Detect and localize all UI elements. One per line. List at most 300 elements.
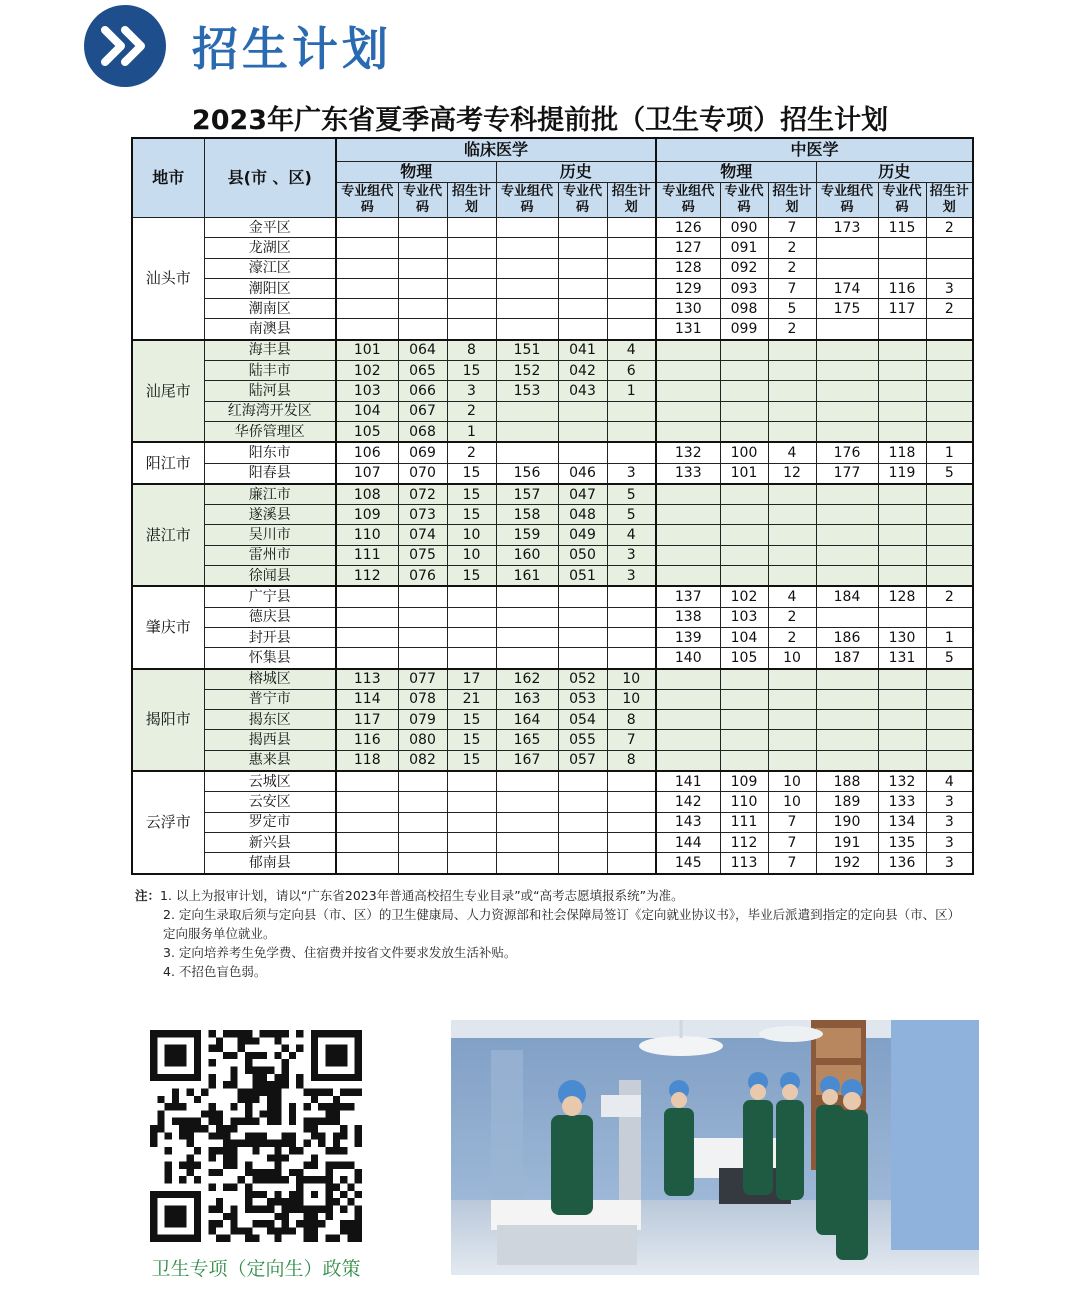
table-row [132, 812, 973, 832]
value-cell [656, 730, 720, 750]
value-cell [398, 792, 447, 812]
value-cell [447, 607, 496, 627]
value-cell: 082 [398, 750, 447, 771]
value-cell [558, 238, 607, 258]
value-cell [768, 750, 816, 771]
county-cell: 吴川市 [204, 525, 336, 545]
value-cell: 151 [496, 340, 558, 361]
value-cell: 055 [558, 730, 607, 750]
county-cell: 封开县 [204, 627, 336, 647]
county-cell: 雷州市 [204, 545, 336, 565]
value-cell: 136 [878, 853, 926, 874]
value-cell [878, 381, 926, 401]
value-cell [816, 689, 878, 709]
value-cell [496, 648, 558, 669]
county-cell: 新兴县 [204, 832, 336, 852]
value-cell [816, 401, 878, 421]
value-cell: 10 [768, 648, 816, 669]
notes-label: 注： [135, 888, 161, 903]
value-cell [656, 421, 720, 442]
value-cell: 3 [447, 381, 496, 401]
value-cell [720, 401, 768, 421]
value-cell [720, 750, 768, 771]
value-cell: 156 [496, 463, 558, 484]
value-cell: 2 [768, 319, 816, 340]
county-cell: 濠江区 [204, 258, 336, 278]
table-body [132, 218, 973, 874]
value-cell: 092 [720, 258, 768, 278]
value-cell [607, 401, 656, 421]
value-cell [496, 832, 558, 852]
value-cell [336, 238, 398, 258]
value-cell: 187 [816, 648, 878, 669]
value-cell [720, 361, 768, 381]
value-cell: 163 [496, 689, 558, 709]
value-cell: 7 [768, 853, 816, 874]
value-cell: 8 [607, 710, 656, 730]
value-cell [336, 853, 398, 874]
section-title: 招生计划 [192, 22, 392, 76]
value-cell: 050 [558, 545, 607, 565]
value-cell [398, 627, 447, 647]
value-cell: 118 [336, 750, 398, 771]
value-cell [816, 361, 878, 381]
value-cell: 160 [496, 545, 558, 565]
county-cell: 南澳县 [204, 319, 336, 340]
value-cell [926, 421, 973, 442]
value-cell: 113 [720, 853, 768, 874]
value-cell: 175 [816, 299, 878, 319]
value-cell: 3 [926, 278, 973, 298]
table-row [132, 463, 973, 484]
value-cell [926, 401, 973, 421]
value-cell [398, 812, 447, 832]
value-cell [878, 258, 926, 278]
table-title: 2023年广东省夏季高考专科提前批（卫生专项）招生计划 [191, 105, 889, 136]
value-cell: 057 [558, 750, 607, 771]
value-cell [926, 505, 973, 525]
value-cell: 12 [768, 463, 816, 484]
value-cell [496, 812, 558, 832]
value-cell: 10 [768, 771, 816, 792]
header-major-code: 专业代码 [720, 183, 768, 218]
operating-room-illustration [451, 1020, 979, 1275]
value-cell: 131 [878, 648, 926, 669]
value-cell [878, 421, 926, 442]
value-cell [816, 525, 878, 545]
qr-code-image [150, 1030, 362, 1242]
value-cell [926, 381, 973, 401]
value-cell [496, 853, 558, 874]
value-cell [926, 669, 973, 690]
double-chevron-icon [84, 5, 166, 87]
value-cell [656, 381, 720, 401]
value-cell: 078 [398, 689, 447, 709]
county-cell: 徐闻县 [204, 566, 336, 587]
county-cell: 潮阳区 [204, 278, 336, 298]
header-major-code: 专业代码 [558, 183, 607, 218]
header-tcm-history: 历史 [816, 162, 973, 183]
value-cell [768, 689, 816, 709]
value-cell [926, 689, 973, 709]
value-cell: 4 [768, 586, 816, 607]
value-cell: 5 [926, 648, 973, 669]
value-cell [558, 442, 607, 463]
value-cell: 159 [496, 525, 558, 545]
value-cell [496, 299, 558, 319]
value-cell: 10 [607, 689, 656, 709]
value-cell: 091 [720, 238, 768, 258]
value-cell [926, 258, 973, 278]
value-cell [336, 278, 398, 298]
value-cell [447, 278, 496, 298]
value-cell [496, 607, 558, 627]
value-cell: 101 [336, 340, 398, 361]
note-1: 注：1. 以上为报审计划，请以“广东省2023年普通高校招生专业目录”或“高考志愿填报系统”为准。 [135, 888, 684, 903]
value-cell: 128 [878, 586, 926, 607]
value-cell: 3 [926, 832, 973, 852]
value-cell [398, 278, 447, 298]
value-cell: 070 [398, 463, 447, 484]
value-cell: 072 [398, 484, 447, 505]
value-cell [720, 340, 768, 361]
value-cell [398, 218, 447, 238]
value-cell: 132 [878, 771, 926, 792]
county-cell: 龙湖区 [204, 238, 336, 258]
county-cell: 阳东市 [204, 442, 336, 463]
value-cell: 119 [878, 463, 926, 484]
value-cell [816, 607, 878, 627]
value-cell [398, 238, 447, 258]
value-cell: 100 [720, 442, 768, 463]
value-cell [558, 299, 607, 319]
value-cell [816, 421, 878, 442]
value-cell [336, 299, 398, 319]
table-row [132, 586, 973, 607]
value-cell: 5 [607, 484, 656, 505]
value-cell [558, 278, 607, 298]
value-cell: 143 [656, 812, 720, 832]
value-cell [336, 319, 398, 340]
value-cell: 145 [656, 853, 720, 874]
value-cell [336, 586, 398, 607]
value-cell: 090 [720, 218, 768, 238]
value-cell: 113 [336, 669, 398, 690]
value-cell: 2 [447, 442, 496, 463]
value-cell [720, 566, 768, 587]
value-cell: 161 [496, 566, 558, 587]
section-header [84, 4, 392, 88]
note-4: 4. 不招色盲色弱。 [163, 964, 267, 979]
value-cell: 3 [607, 545, 656, 565]
value-cell: 8 [607, 750, 656, 771]
county-cell: 怀集县 [204, 648, 336, 669]
value-cell [768, 361, 816, 381]
value-cell: 117 [336, 710, 398, 730]
value-cell: 101 [720, 463, 768, 484]
value-cell [447, 586, 496, 607]
value-cell: 075 [398, 545, 447, 565]
value-cell [398, 832, 447, 852]
value-cell [496, 258, 558, 278]
value-cell: 131 [656, 319, 720, 340]
value-cell: 104 [336, 401, 398, 421]
value-cell [496, 792, 558, 812]
value-cell [558, 421, 607, 442]
value-cell: 165 [496, 730, 558, 750]
value-cell [926, 238, 973, 258]
table-row [132, 421, 973, 442]
value-cell [656, 525, 720, 545]
value-cell [816, 566, 878, 587]
county-cell: 郁南县 [204, 853, 336, 874]
value-cell [816, 730, 878, 750]
value-cell [607, 278, 656, 298]
value-cell: 054 [558, 710, 607, 730]
value-cell: 10 [447, 545, 496, 565]
value-cell [816, 258, 878, 278]
value-cell: 188 [816, 771, 878, 792]
county-cell: 阳春县 [204, 463, 336, 484]
value-cell: 069 [398, 442, 447, 463]
value-cell [816, 381, 878, 401]
value-cell [768, 566, 816, 587]
value-cell: 128 [656, 258, 720, 278]
value-cell: 10 [607, 669, 656, 690]
value-cell [878, 361, 926, 381]
county-cell: 华侨管理区 [204, 421, 336, 442]
value-cell [336, 812, 398, 832]
value-cell: 189 [816, 792, 878, 812]
value-cell: 066 [398, 381, 447, 401]
table-row [132, 730, 973, 750]
header-clinical-medicine: 临床医学 [336, 138, 656, 162]
value-cell: 2 [768, 258, 816, 278]
value-cell [720, 421, 768, 442]
value-cell [496, 218, 558, 238]
value-cell: 6 [607, 361, 656, 381]
table-row [132, 750, 973, 771]
value-cell [336, 627, 398, 647]
county-cell: 云安区 [204, 792, 336, 812]
table-row [132, 299, 973, 319]
header-plan: 招生计划 [447, 183, 496, 218]
table-row [132, 319, 973, 340]
value-cell [607, 299, 656, 319]
county-cell: 普宁市 [204, 689, 336, 709]
value-cell: 162 [496, 669, 558, 690]
table-row [132, 832, 973, 852]
table-row [132, 361, 973, 381]
value-cell: 4 [607, 340, 656, 361]
value-cell [398, 607, 447, 627]
value-cell [816, 340, 878, 361]
county-cell: 罗定市 [204, 812, 336, 832]
header-group-code: 专业组代码 [656, 183, 720, 218]
value-cell: 21 [447, 689, 496, 709]
value-cell [607, 319, 656, 340]
value-cell [878, 750, 926, 771]
value-cell: 8 [447, 340, 496, 361]
value-cell [398, 853, 447, 874]
value-cell: 164 [496, 710, 558, 730]
value-cell [398, 319, 447, 340]
value-cell [447, 792, 496, 812]
table-row [132, 771, 973, 792]
value-cell: 15 [447, 484, 496, 505]
value-cell: 3 [607, 463, 656, 484]
value-cell: 065 [398, 361, 447, 381]
value-cell: 108 [336, 484, 398, 505]
value-cell: 133 [878, 792, 926, 812]
value-cell: 3 [926, 853, 973, 874]
value-cell: 110 [336, 525, 398, 545]
value-cell [558, 319, 607, 340]
value-cell [720, 669, 768, 690]
table-row [132, 648, 973, 669]
value-cell [558, 832, 607, 852]
value-cell: 093 [720, 278, 768, 298]
value-cell: 051 [558, 566, 607, 587]
value-cell: 118 [878, 442, 926, 463]
value-cell [607, 586, 656, 607]
value-cell: 111 [720, 812, 768, 832]
value-cell [607, 812, 656, 832]
value-cell: 047 [558, 484, 607, 505]
value-cell: 184 [816, 586, 878, 607]
value-cell [878, 319, 926, 340]
value-cell [607, 853, 656, 874]
header-group-code: 专业组代码 [336, 183, 398, 218]
value-cell: 10 [768, 792, 816, 812]
value-cell [496, 627, 558, 647]
value-cell [656, 505, 720, 525]
value-cell: 134 [878, 812, 926, 832]
value-cell: 110 [720, 792, 768, 812]
value-cell: 15 [447, 750, 496, 771]
value-cell: 141 [656, 771, 720, 792]
value-cell [656, 361, 720, 381]
county-cell: 陆河县 [204, 381, 336, 401]
value-cell [496, 238, 558, 258]
county-cell: 揭东区 [204, 710, 336, 730]
value-cell: 2 [768, 607, 816, 627]
value-cell: 186 [816, 627, 878, 647]
value-cell: 046 [558, 463, 607, 484]
city-cell: 肇庆市 [132, 586, 204, 668]
value-cell: 2 [926, 299, 973, 319]
value-cell [447, 319, 496, 340]
value-cell: 068 [398, 421, 447, 442]
value-cell [878, 525, 926, 545]
value-cell: 127 [656, 238, 720, 258]
value-cell: 5 [607, 505, 656, 525]
value-cell [926, 750, 973, 771]
value-cell: 135 [878, 832, 926, 852]
value-cell: 3 [607, 566, 656, 587]
value-cell [720, 545, 768, 565]
value-cell [558, 607, 607, 627]
value-cell [926, 340, 973, 361]
value-cell [878, 730, 926, 750]
value-cell [878, 505, 926, 525]
value-cell: 052 [558, 669, 607, 690]
value-cell [656, 689, 720, 709]
value-cell: 099 [720, 319, 768, 340]
value-cell: 103 [336, 381, 398, 401]
value-cell [496, 278, 558, 298]
table-row [132, 381, 973, 401]
value-cell [656, 750, 720, 771]
value-cell [336, 648, 398, 669]
value-cell: 117 [878, 299, 926, 319]
value-cell [720, 730, 768, 750]
enrollment-plan-table [131, 137, 974, 875]
value-cell: 15 [447, 730, 496, 750]
value-cell: 5 [926, 463, 973, 484]
value-cell: 098 [720, 299, 768, 319]
value-cell: 191 [816, 832, 878, 852]
value-cell: 177 [816, 463, 878, 484]
value-cell [558, 218, 607, 238]
note-2: 2. 定向生录取后须与定向县（市、区）的卫生健康局、人力资源部和社会保障局签订《定向就业协议书》，毕业后派遣到指定的定向县（市、区）定向服务单位就业。 [163, 907, 961, 941]
value-cell: 116 [878, 278, 926, 298]
value-cell [447, 299, 496, 319]
header-group-code: 专业组代码 [496, 183, 558, 218]
header-plan: 招生计划 [768, 183, 816, 218]
value-cell [926, 730, 973, 750]
value-cell [558, 627, 607, 647]
value-cell: 048 [558, 505, 607, 525]
value-cell [558, 853, 607, 874]
value-cell [878, 484, 926, 505]
value-cell [607, 607, 656, 627]
value-cell: 079 [398, 710, 447, 730]
table-row [132, 258, 973, 278]
value-cell: 7 [768, 278, 816, 298]
value-cell [656, 401, 720, 421]
value-cell [447, 627, 496, 647]
value-cell [926, 319, 973, 340]
county-cell: 红海湾开发区 [204, 401, 336, 421]
city-cell: 汕尾市 [132, 340, 204, 442]
value-cell: 116 [336, 730, 398, 750]
header-city: 地市 [132, 138, 204, 218]
value-cell: 7 [607, 730, 656, 750]
qr-caption: 卫生专项（定向生）政策 [151, 1258, 361, 1280]
value-cell [496, 421, 558, 442]
header-major-code: 专业代码 [398, 183, 447, 218]
value-cell [878, 545, 926, 565]
county-cell: 海丰县 [204, 340, 336, 361]
value-cell [447, 812, 496, 832]
value-cell: 130 [878, 627, 926, 647]
value-cell: 2 [768, 238, 816, 258]
value-cell [878, 710, 926, 730]
value-cell [816, 238, 878, 258]
value-cell: 15 [447, 361, 496, 381]
value-cell: 142 [656, 792, 720, 812]
value-cell [607, 258, 656, 278]
value-cell [878, 566, 926, 587]
value-cell: 1 [926, 627, 973, 647]
table-row [132, 442, 973, 463]
value-cell [398, 771, 447, 792]
header-tcm: 中医学 [656, 138, 973, 162]
value-cell: 4 [768, 442, 816, 463]
value-cell: 15 [447, 710, 496, 730]
qr-code[interactable] [150, 1030, 362, 1242]
